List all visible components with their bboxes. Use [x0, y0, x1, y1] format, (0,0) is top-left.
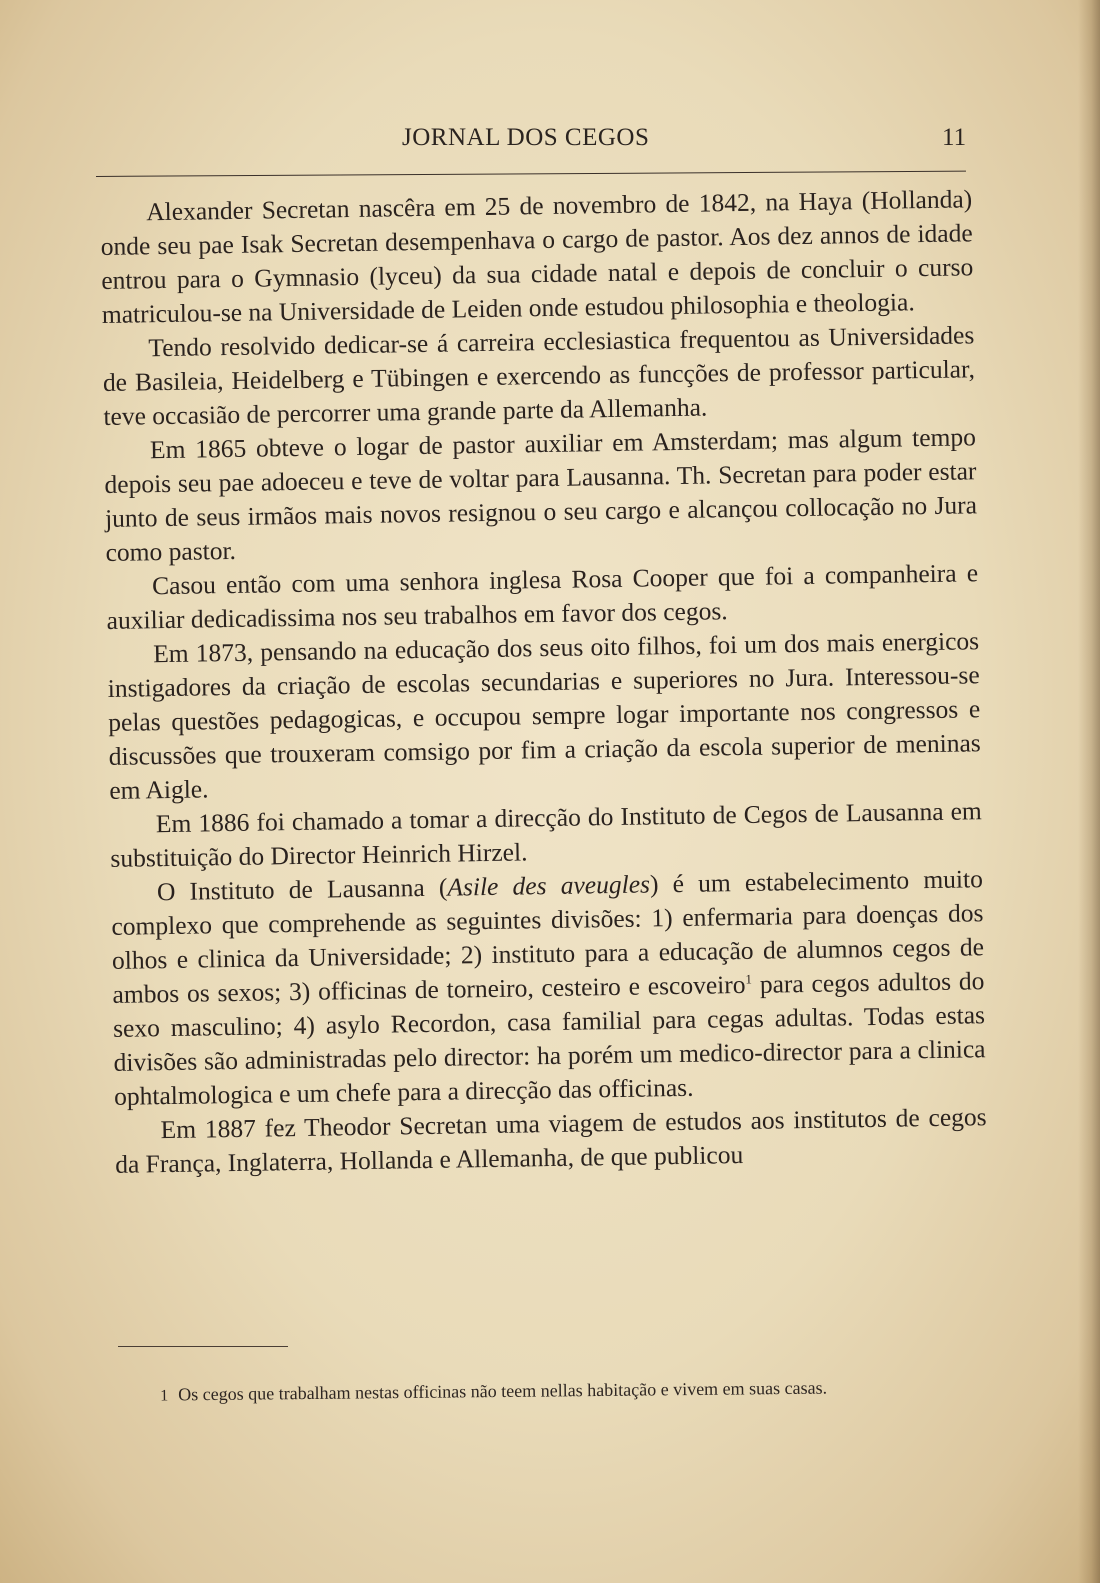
footnote-number: 1: [160, 1387, 169, 1405]
page-number: 11: [942, 124, 967, 151]
paragraph-education: Em 1873, pensando na educação dos seus oito filhos, foi um dos mais energicos instigadores da criação de escolas secundarias e superiores no Jura. Interessou-se pelas questões pedagogicas, e occupou sempre logar importante nos congressos e discussões que trouxeram comsigo por fim a criação da escola superior de meninas em Aigle.: [107, 626, 981, 805]
paragraph-travel: Em 1887 fez Theodor Secretan uma viagem de estudos aos institutos de cegos da França, Inglaterra, Hollanda e Allemanha, de que publicou: [114, 1102, 987, 1179]
page-edge-shadow: [1078, 0, 1100, 1583]
body-text: [100, 182, 987, 1182]
header-rule: [96, 171, 966, 177]
paragraph-director: Em 1886 foi chamado a tomar a direcção do Instituto de Cegos de Lausanna em substituição do Director Heinrich Hirzel.: [110, 796, 982, 873]
institute-italic-name: Asile des aveugles: [447, 869, 651, 902]
footnote: [118, 1369, 978, 1414]
paragraph-institute: [111, 862, 987, 1114]
paragraph-marriage: Casou então com uma senhora inglesa Rosa Cooper que foi a companheira e auxiliar dedicadissima nos seu trabalhos em favor dos cegos.: [106, 558, 979, 635]
footnote-rule: [118, 1346, 288, 1347]
institute-text-end: para cegos adultos do sexo masculino; 4) asylo Recordon, casa familial para cegas adultas. Todas estas divisões são administradas pelo director: ha porém um medico-director para a clinica ophtalmologica e um chefe para a direcção das officinas.: [112, 966, 986, 1111]
paragraph-birth: Alexander Secretan nascêra em 25 de novembro de 1842, na Haya (Hollanda) onde seu pae Isak Secretan desempenhava o cargo de pastor. Aos dez annos de idade entrou para o Gymnasio (lyceu) da sua cidade natal e depois de concluir o curso matriculou-se na Universidade de Leiden onde estudou philosophia e theologia.: [100, 184, 974, 329]
footnote-text: Os cegos que trabalham nestas officinas não teem nellas habitação e vivem em suas casas.: [178, 1377, 828, 1405]
paragraph-amsterdam: Em 1865 obteve o logar de pastor auxiliar em Amsterdam; mas algum tempo depois seu pae adoeceu e teve de voltar para Lausanna. Th. Secretan para poder estar junto de seus irmãos mais novos resignou o seu cargo e alcançou collocação no Jura como pastor.: [104, 422, 978, 567]
paragraph-career: Tendo resolvido dedicar-se á carreira ecclesiastica frequentou as Universidades de Basileia, Heidelberg e Tübingen e exercendo as funcções de professor particular, teve occasião de percorrer uma grande parte da Allemanha.: [102, 320, 976, 431]
footnote-marker[interactable]: 1: [745, 971, 753, 987]
running-header-title: JORNAL DOS CEGOS: [402, 124, 650, 151]
institute-text-start: O Instituto de Lausanna (: [156, 872, 448, 907]
institute-text-middle: ) é um estabelecimento muito complexo que comprehende as seguintes divisões: 1) enfermaria para doenças dos olhos e clinica da Universidade; 2) instituto para a educação de alumnos cegos de ambos os sexos; 3) officinas de torneiro, cesteiro e escoveiro: [111, 864, 985, 1009]
